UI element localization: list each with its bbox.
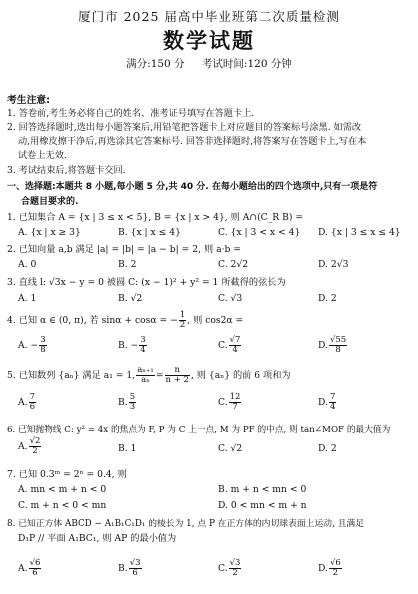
frac-num: 7: [29, 392, 35, 402]
frac-den: 6: [132, 568, 138, 578]
q8-option-a: [18, 559, 42, 578]
q4-option-a: [18, 336, 48, 355]
q4-option-c: [218, 336, 242, 355]
opt-label: D.: [318, 340, 328, 351]
frac-num: √3: [229, 558, 241, 568]
opt-fraction: [329, 559, 342, 578]
q5-stem-a: 5. 已知数列 {aₙ} 满足 a₁ = 1,: [7, 370, 136, 381]
q2-option-d: D. 2√3: [318, 259, 349, 270]
notice-item: 1. 答卷前,考生务必将自己的姓名、准考证号填写在答题卡上.: [7, 108, 255, 119]
frac-num: 3: [40, 335, 46, 345]
opt-label: D.: [318, 563, 328, 574]
opt-fraction: [29, 437, 42, 456]
q5-option-a: [18, 393, 37, 412]
frac-num: 5: [129, 392, 136, 402]
q6-option-b: B. 1: [118, 443, 137, 454]
opt-fraction: [329, 336, 347, 355]
frac-num: 12: [229, 392, 241, 402]
opt-label: C.: [218, 397, 228, 408]
q6-option-d: D. 2: [318, 443, 337, 454]
frac-den: n + 2: [165, 375, 189, 385]
opt-fraction: [129, 393, 136, 412]
question-6-stem: 6. 已知抛物线 C: y² = 4x 的焦点为 F, P 为 C 上一点, M 为 PF 的中点, 则 tan∠MOF 的最大值为: [7, 425, 391, 435]
q1-option-c: C. {x | 3 < x < 4}: [218, 227, 301, 238]
frac-num: 3: [140, 335, 146, 345]
exam-title: 厦门市 2025 届高中毕业班第二次质量检测: [78, 9, 340, 24]
question-1-stem: 1. 已知集合 A = {x | 3 ≤ x < 5}, B = {x | x > 4}, 则 A∩(C_R B) =: [7, 212, 304, 223]
opt-fraction: [29, 393, 36, 412]
notice-item: 试卷上无效.: [18, 150, 67, 161]
question-2-stem: 2. 已知向量 a,b 满足 |a| = |b| = |a − b| = 2, 则 a·b =: [7, 244, 241, 255]
frac-den: 2: [179, 320, 186, 330]
q5-stem-b: , 则 {aₙ} 的前 6 项和为: [190, 370, 291, 381]
opt-fraction: [229, 559, 242, 578]
frac-num: √2: [29, 436, 41, 446]
q8-option-b: [118, 559, 143, 578]
frac-den: 2: [232, 568, 238, 578]
question-7-stem: 7. 已知 0.3ᵐ = 2ⁿ = 0.4, 则: [7, 469, 127, 480]
frac-num: aₙ₊₁: [137, 365, 154, 375]
question-5-stem: [7, 366, 291, 386]
q5-option-d: [318, 393, 337, 412]
frac-num: 1: [179, 310, 186, 320]
frac-num: √6: [29, 558, 41, 568]
full-score: 满分:150 分: [126, 58, 185, 70]
opt-label: C.: [218, 563, 228, 574]
q5-ratio-fraction: [136, 366, 155, 385]
q7-option-d: D. 0 < mn < m + n: [218, 500, 307, 511]
q3-option-c: C. √3: [218, 293, 243, 304]
q7-option-a: A. mn < m + n < 0: [18, 484, 107, 495]
exam-time: 考试时间:120 分钟: [201, 58, 292, 70]
question-4-stem: [7, 311, 243, 331]
opt-fraction: [139, 336, 146, 355]
frac-den: 4: [140, 345, 146, 355]
frac-den: aₙ: [141, 375, 150, 385]
frac-den: 6: [29, 402, 35, 412]
q6-option-c: C. √2: [218, 443, 243, 454]
q3-option-d: D. 2: [318, 293, 337, 304]
q1-option-d: D. {x | 3 ≤ x ≤ 4}: [318, 227, 401, 238]
frac-den: 4: [232, 345, 238, 355]
opt-label: A.: [18, 397, 28, 408]
q4-stem-b: , 则 cos2α =: [187, 315, 244, 326]
opt-label: A.: [18, 563, 28, 574]
frac-num: 7: [329, 392, 336, 402]
opt-fraction: [329, 393, 336, 412]
frac-num: √55: [329, 335, 347, 345]
opt-fraction: [229, 393, 242, 412]
q7-option-b: B. m + n < mn < 0: [218, 484, 307, 495]
q1-option-b: B. {x | x ≤ 4}: [118, 227, 181, 238]
q2-option-b: B. 2: [118, 259, 137, 270]
frac-den: 4: [329, 402, 336, 412]
q5-option-c: [218, 393, 242, 412]
notice-heading: 考生注意:: [7, 95, 51, 106]
q5-option-b: [118, 393, 137, 412]
opt-label: B.: [118, 563, 128, 574]
opt-label: A.: [18, 441, 28, 452]
question-8-stem-cont: D₁P // 平面 A₁BC₁, 则 AP 的最小值为: [18, 533, 177, 544]
notice-item: 3. 考试结束后,将答题卡交回.: [7, 165, 126, 176]
exam-meta: [0, 56, 418, 71]
frac-den: 6: [32, 568, 38, 578]
frac-num: √3: [129, 558, 141, 568]
opt-label: B. −: [118, 340, 139, 351]
opt-fraction: [229, 336, 242, 355]
opt-fraction: [129, 559, 142, 578]
frac-den: 2: [332, 568, 339, 578]
opt-label: A. −: [18, 340, 39, 351]
section-heading: 一、选择题:本题共 8 小题,每小题 5 分,共 40 分. 在每小题给出的四个选项中,只有一项是符: [7, 182, 378, 192]
opt-label: C.: [218, 340, 228, 351]
frac-den: 7: [232, 402, 238, 412]
q3-option-b: B. √2: [118, 293, 143, 304]
opt-fraction: [29, 559, 42, 578]
q4-option-d: [318, 336, 348, 355]
q4-stem-fraction: [179, 311, 186, 330]
q2-option-c: C. 2√2: [218, 259, 249, 270]
q8-option-c: [218, 559, 242, 578]
q5-rhs-fraction: [165, 366, 190, 385]
frac-num: √7: [229, 335, 241, 345]
q6-option-a: [18, 437, 42, 456]
opt-fraction: [39, 336, 46, 355]
notice-item: 2. 回答选择题时,选出每小题答案后,用铅笔把答题卡上对应题目的答案标号涂黑. 如需改: [7, 122, 362, 133]
subject-title: 数学试题: [163, 29, 255, 53]
frac-den: 8: [40, 345, 46, 355]
frac-num: n: [165, 366, 190, 376]
section-heading-cont: 合题目要求的.: [21, 197, 79, 207]
q1-option-a: A. {x | x ≥ 3}: [18, 227, 81, 238]
q4-stem-a: 4. 已知 α ∈ (0, π), 若 sinα + cosα = −: [7, 315, 178, 326]
q4-option-b: [118, 336, 148, 355]
question-3-stem: 3. 直线 l: √3x − y = 0 被圆 C: (x − 1)² + y² = 1 所截得的弦长为: [7, 277, 286, 288]
opt-label: D.: [318, 397, 328, 408]
frac-den: 8: [335, 345, 341, 355]
q3-option-a: A. 1: [18, 293, 37, 304]
frac-den: 2: [32, 446, 38, 456]
frac-num: √6: [329, 558, 341, 568]
q8-option-d: [318, 559, 343, 578]
question-8-stem: 8. 已知正方体 ABCD − A₁B₁C₁D₁ 的棱长为 1, 点 P 在正方体的内切球表面上运动, 且满足: [7, 519, 365, 529]
frac-den: 3: [129, 402, 136, 412]
q5-eq: =: [155, 370, 164, 381]
q7-option-c: C. m + n < 0 < mn: [18, 500, 107, 511]
opt-label: B.: [118, 397, 128, 408]
notice-item: 动,用橡皮擦干净后,再选涂其它答案标号. 回答非选择题时,将答案写在答题卡上,写在本: [18, 136, 367, 147]
q2-option-a: A. 0: [18, 259, 37, 270]
